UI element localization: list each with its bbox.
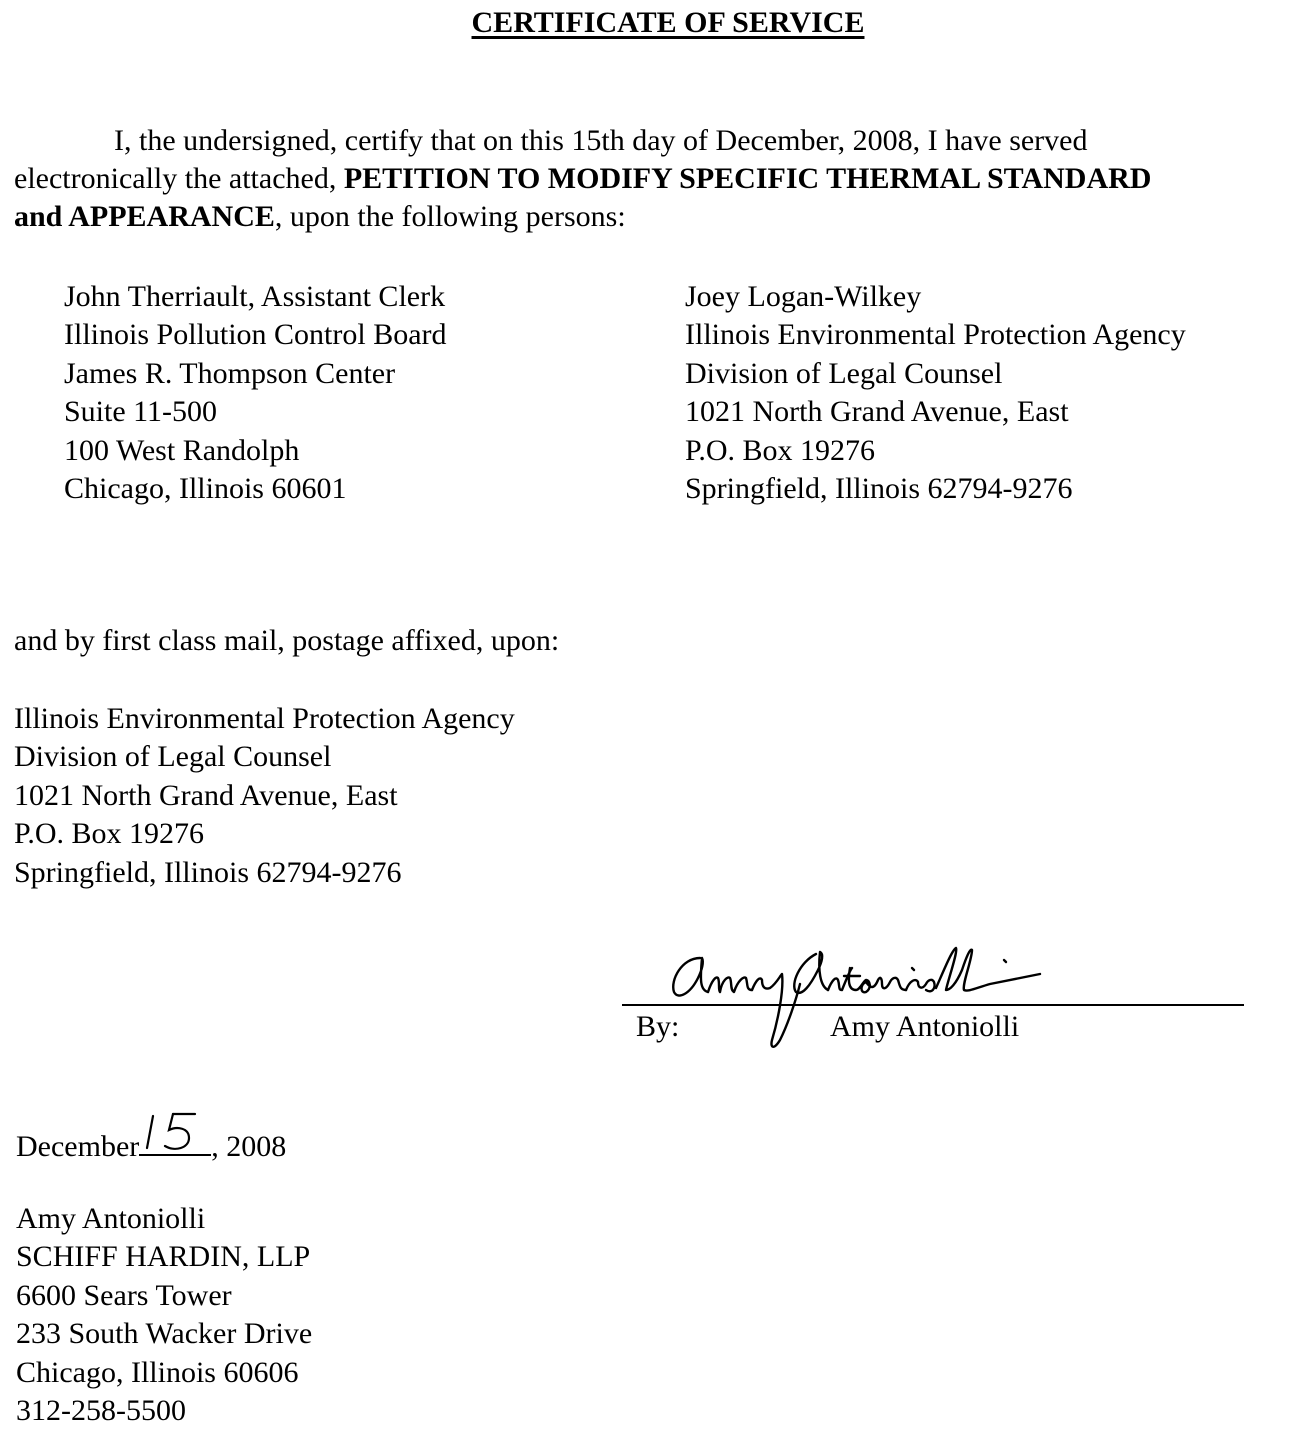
document-name-part-1: PETITION TO MODIFY SPECIFIC THERMAL STANDARD xyxy=(343,162,1152,195)
address-line: 100 West Randolph xyxy=(64,433,300,467)
intro-line-1: I, the undersigned, certify that on this 15th day of December, 2008, I have served xyxy=(114,124,1088,157)
date-month: December xyxy=(16,1130,140,1163)
address-line: Joey Logan-Wilkey xyxy=(685,280,922,313)
address-line: Division of Legal Counsel xyxy=(14,740,332,774)
handwritten-day xyxy=(143,1110,203,1154)
sender-line: Amy Antoniolli xyxy=(16,1202,206,1235)
date-line xyxy=(16,1124,286,1164)
address-line: James R. Thompson Center xyxy=(64,356,396,390)
address-line: Springfield, Illinois 62794-9276 xyxy=(685,471,1073,505)
document-title: CERTIFICATE OF SERVICE xyxy=(471,6,865,39)
sender-line: 6600 Sears Tower xyxy=(16,1278,232,1312)
intro-line-3-text: , upon the following persons: xyxy=(274,200,626,233)
intro-line-3 xyxy=(14,198,1151,236)
date-day-blank xyxy=(139,1124,211,1156)
address-line: Illinois Environmental Protection Agency xyxy=(14,702,515,735)
sender-line: 312-258-5500 xyxy=(16,1393,186,1427)
address-line: Suite 11-500 xyxy=(64,395,218,429)
date-year: , 2008 xyxy=(211,1130,287,1163)
recipient-right-address xyxy=(685,278,1186,508)
signer-name: Amy Antoniolli xyxy=(830,1010,1020,1043)
mail-recipient-address xyxy=(14,700,515,892)
sender-address xyxy=(16,1200,312,1430)
address-line: Illinois Pollution Control Board xyxy=(64,318,447,352)
address-line: P.O. Box 19276 xyxy=(685,433,876,467)
recipient-left-address xyxy=(64,278,447,508)
sender-line: 233 South Wacker Drive xyxy=(16,1317,313,1351)
address-line: Chicago, Illinois 60601 xyxy=(64,471,347,505)
address-line: Springfield, Illinois 62794-9276 xyxy=(14,855,402,889)
address-line: 1021 North Grand Avenue, East xyxy=(685,395,1069,429)
intro-paragraph xyxy=(14,122,1151,236)
address-line: John Therriault, Assistant Clerk xyxy=(64,280,446,313)
address-line: Illinois Environmental Protection Agency xyxy=(685,318,1186,352)
by-label: By: xyxy=(636,1010,680,1043)
signature-line xyxy=(622,1004,1244,1006)
sender-line: Chicago, Illinois 60606 xyxy=(16,1355,299,1389)
address-line: Division of Legal Counsel xyxy=(685,356,1003,390)
sender-line: SCHIFF HARDIN, LLP xyxy=(16,1240,311,1274)
address-line: P.O. Box 19276 xyxy=(14,817,205,851)
intro-line-2 xyxy=(14,160,1151,198)
mail-intro: and by first class mail, postage affixed, upon: xyxy=(14,624,560,657)
intro-line-2-text: electronically the attached, xyxy=(14,162,344,195)
address-line: 1021 North Grand Avenue, East xyxy=(14,778,398,812)
document-name-part-2: and APPEARANCE xyxy=(14,200,275,233)
